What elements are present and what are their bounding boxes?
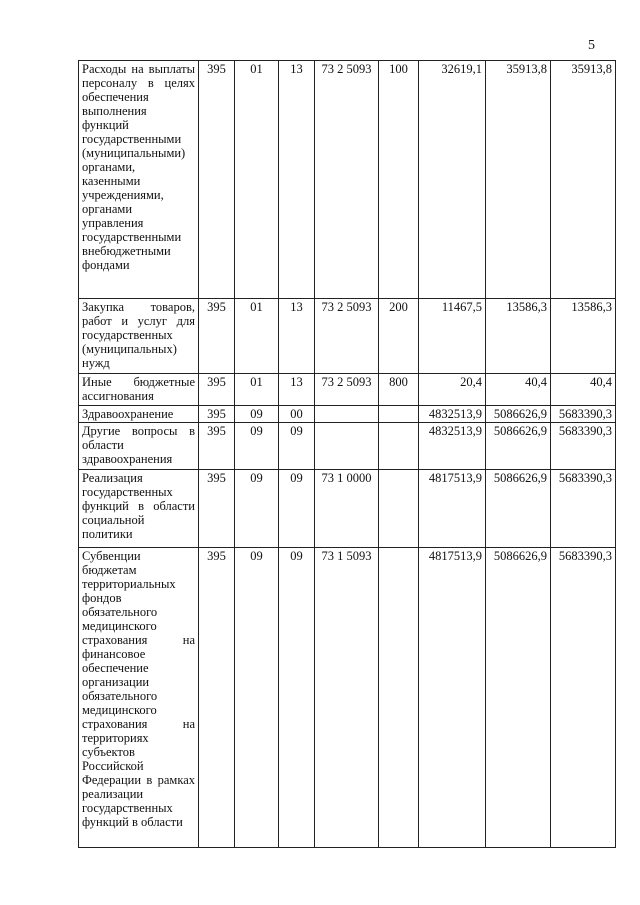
section-code: 09	[235, 470, 279, 548]
amount-year-1: 4832513,9	[419, 423, 486, 470]
target-article-code: 73 1 5093	[315, 548, 379, 848]
row-name: Расходы на выплаты персоналу в целях обеспечения выполнения функций государственными (муниципальными) органами, казенными учреждениями, органами управления государственными внебюджетными фондами	[79, 61, 199, 299]
amount-year-3: 5683390,3	[551, 548, 616, 848]
page-number: 5	[588, 38, 595, 53]
expense-type-code	[379, 548, 419, 848]
section-code: 09	[235, 548, 279, 848]
amount-year-3: 40,4	[551, 374, 616, 406]
amount-year-1: 4817513,9	[419, 470, 486, 548]
expense-type-code: 100	[379, 61, 419, 299]
admin-code: 395	[199, 423, 235, 470]
subsection-code: 13	[279, 374, 315, 406]
amount-year-3: 35913,8	[551, 61, 616, 299]
admin-code: 395	[199, 374, 235, 406]
target-article-code: 73 2 5093	[315, 299, 379, 374]
subsection-code: 09	[279, 548, 315, 848]
amount-year-3: 5683390,3	[551, 470, 616, 548]
amount-year-2: 5086626,9	[486, 406, 551, 423]
amount-year-3: 5683390,3	[551, 406, 616, 423]
row-name: Здравоохранение	[79, 406, 199, 423]
table-row	[79, 470, 616, 548]
section-code: 09	[235, 406, 279, 423]
row-name: Другие вопросы в области здравоохранения	[79, 423, 199, 470]
expense-type-code	[379, 406, 419, 423]
expense-type-code	[379, 423, 419, 470]
table-row	[79, 299, 616, 374]
target-article-code: 73 2 5093	[315, 374, 379, 406]
amount-year-2: 5086626,9	[486, 423, 551, 470]
row-name: Субвенции бюджетам территориальных фондов обязательного медицинского страхования на финансовое обеспечение организации обязательного медицинского страхования на территориях субъектов Российской Федерации в рамках реализации государственных функций в области	[79, 548, 199, 848]
amount-year-1: 4817513,9	[419, 548, 486, 848]
section-code: 01	[235, 374, 279, 406]
target-article-code	[315, 423, 379, 470]
table-row	[79, 406, 616, 423]
section-code: 09	[235, 423, 279, 470]
amount-year-1: 32619,1	[419, 61, 486, 299]
table-row	[79, 548, 616, 848]
row-name: Закупка товаров, работ и услуг для государственных (муниципальных) нужд	[79, 299, 199, 374]
admin-code: 395	[199, 548, 235, 848]
subsection-code: 13	[279, 61, 315, 299]
table-row	[79, 61, 616, 299]
amount-year-2: 13586,3	[486, 299, 551, 374]
row-name: Реализация государственных функций в области социальной политики	[79, 470, 199, 548]
section-code: 01	[235, 61, 279, 299]
amount-year-3: 5683390,3	[551, 423, 616, 470]
amount-year-2: 5086626,9	[486, 548, 551, 848]
subsection-code: 13	[279, 299, 315, 374]
budget-table	[78, 60, 616, 848]
amount-year-3: 13586,3	[551, 299, 616, 374]
section-code: 01	[235, 299, 279, 374]
expense-type-code	[379, 470, 419, 548]
subsection-code: 09	[279, 423, 315, 470]
admin-code: 395	[199, 299, 235, 374]
amount-year-1: 11467,5	[419, 299, 486, 374]
target-article-code: 73 1 0000	[315, 470, 379, 548]
subsection-code: 09	[279, 470, 315, 548]
amount-year-1: 20,4	[419, 374, 486, 406]
expense-type-code: 200	[379, 299, 419, 374]
table-row	[79, 374, 616, 406]
admin-code: 395	[199, 61, 235, 299]
admin-code: 395	[199, 406, 235, 423]
target-article-code	[315, 406, 379, 423]
subsection-code: 00	[279, 406, 315, 423]
expense-type-code: 800	[379, 374, 419, 406]
target-article-code: 73 2 5093	[315, 61, 379, 299]
amount-year-2: 35913,8	[486, 61, 551, 299]
amount-year-1: 4832513,9	[419, 406, 486, 423]
admin-code: 395	[199, 470, 235, 548]
amount-year-2: 40,4	[486, 374, 551, 406]
table-row	[79, 423, 616, 470]
row-name: Иные бюджетные ассигнования	[79, 374, 199, 406]
amount-year-2: 5086626,9	[486, 470, 551, 548]
